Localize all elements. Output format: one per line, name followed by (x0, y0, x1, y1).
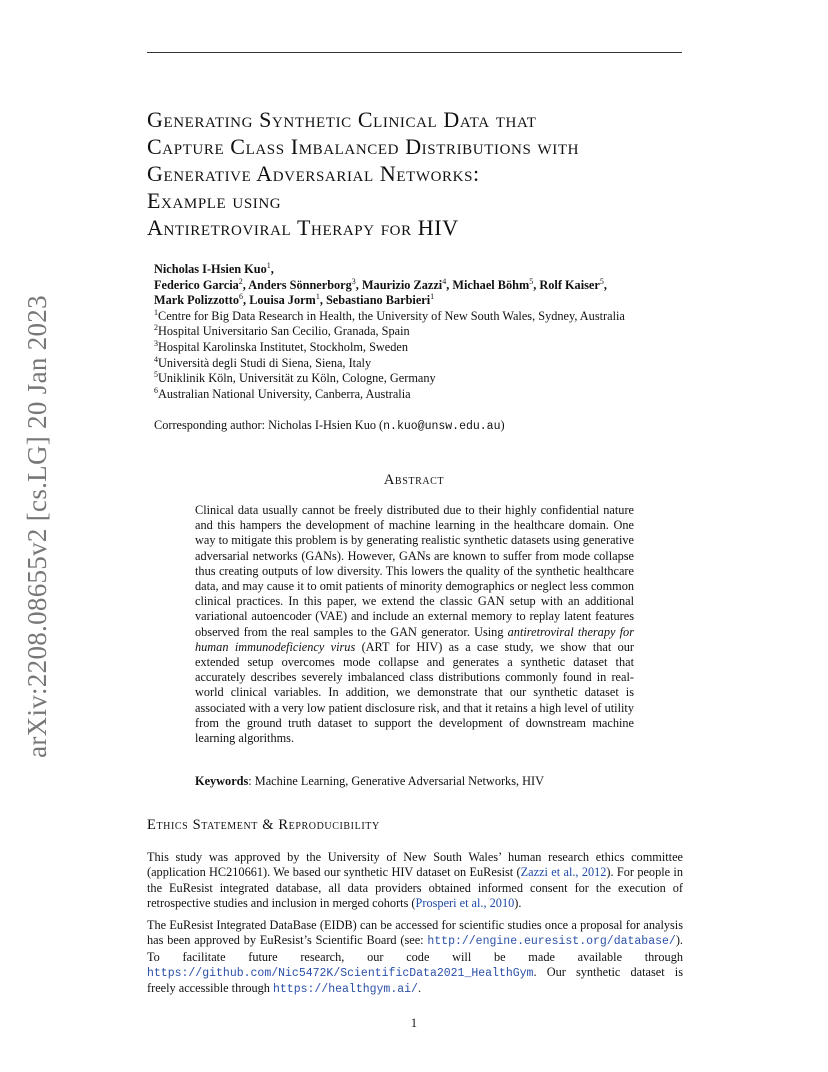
abstract-text: Clinical data usually cannot be freely distributed due to their highly confidential nature and this hampers the development of machine learning in the healthcare domain. One way to mitigate this problem is by generating realistic synthetic datasets using generative adversarial networks (GANs). However, GANs are known to suffer from mode collapse thus creating outputs of low diversity. This lowers the quality of the synthetic healthcare data, and may cause it to omit patients of minority demographics or neglect less common clinical practices. In this paper, we extend the classic GAN setup with an additional variational autoencoder (VAE) and include an external memory to replay latent features observed from the real samples to the GAN generator. Using (195, 503, 634, 639)
corresponding-suffix: ) (500, 418, 505, 432)
corresponding-prefix: Corresponding author: Nicholas I-Hsien Kuo ( (154, 418, 384, 432)
access-text: . Our synthetic dataset is freely accessible through (147, 964, 683, 996)
affiliation (154, 324, 694, 340)
affiliation-mark: 2 (154, 323, 158, 333)
abstract-heading: Abstract (383, 472, 445, 488)
affiliation-mark: 6 (154, 385, 158, 395)
ethics-text: ). (514, 895, 522, 910)
github-url-link[interactable]: https://github.com/Nic5472K/ScientificData2021_HealthGym (147, 966, 534, 980)
access-text: The EuResist Integrated DataBase (EIDB) can be accessed for scientific studies once a proposal for analysis has been approved by EuResist’s Scientific Board (see: (147, 918, 683, 948)
author-line: Mark Polizzotto$^6$, Louisa Jorm$^1$, Sebastiano Barbieri$^1$ (154, 292, 435, 308)
affiliation-text: Australian National University, Canberra, Australia (158, 386, 411, 401)
affiliation-text: Hospital Karolinska Institutet, Stockholm, Sweden (158, 339, 409, 354)
author-affil-mark: 6 (239, 292, 244, 302)
affiliation-mark: 1 (154, 307, 158, 317)
affiliation (154, 371, 694, 387)
affiliation-mark: 3 (154, 338, 158, 348)
corresponding-author (154, 418, 505, 433)
author-name: Rolf Kaiser (539, 277, 600, 292)
euresist-url-link[interactable]: http://engine.euresist.org/database/ (427, 935, 676, 949)
author-affil-mark: 5 (529, 276, 534, 286)
author-line (154, 262, 694, 278)
author-affil-mark: 4 (442, 276, 447, 286)
keywords (195, 774, 544, 789)
affiliation-mark: 4 (154, 354, 158, 364)
citation-link[interactable]: Zazzi et al., 2012 (520, 865, 607, 880)
ethics-text: This study was approved by the University of New South Wales’ human research ethics committee (application HC210661). We based our synthetic HIV dataset on EuResist ( (147, 850, 683, 880)
affiliation (154, 340, 694, 356)
author-name: Nicholas I-Hsien Kuo (154, 262, 267, 276)
keywords-label: Keywords (195, 774, 249, 788)
author-affil-mark: 1 (315, 292, 320, 302)
arxiv-id: arXiv:2208.08655v2 [cs.LG] 20 Jan 2023 (21, 294, 52, 758)
affiliation (154, 387, 694, 403)
author-name: Louisa Jorm (249, 293, 316, 308)
access-text: . (417, 981, 422, 996)
author-affil-mark: 5 (599, 276, 604, 286)
title-line: Antiretroviral Therapy for HIV (147, 215, 459, 240)
ethics-text: ). For people in the EuResist integrated database, all data providers obtained informed consent for the execution of retrospective studies and inclusion in merged cohorts ( (147, 865, 683, 910)
affiliation-text: Uniklinik Köln, Universität zu Köln, Cologne, Germany (158, 371, 436, 386)
affiliation (154, 356, 694, 372)
affiliation-mark: 5 (154, 370, 158, 380)
author-affil-mark: 1 (430, 292, 435, 302)
author-name: Anders Sönnerborg (248, 277, 352, 292)
author-name: Federico Garcia (154, 277, 239, 292)
arxiv-stamp (20, 290, 54, 762)
author-affil-mark: 2 (238, 276, 243, 286)
author-line: Federico Garcia$^2$, Anders Sönnerborg$^3$, Maurizio Zazzi$^4$, Michael Böhm$^5$, Rolf Kaiser$^5$, (154, 276, 607, 292)
ethics-heading: Ethics Statement & Reproducibility (147, 817, 380, 833)
keywords-text: : Machine Learning, Generative Adversarial Networks, HIV (248, 774, 544, 788)
affiliation (154, 309, 694, 325)
author-name: Mark Polizzotto (154, 293, 240, 308)
affiliation-text: Centre for Big Data Research in Health, the University of New South Wales, Sydney, Australia (158, 308, 625, 323)
title-line: Example using (147, 188, 282, 213)
author-name: Sebastiano Barbieri (325, 293, 431, 308)
author-name: Michael Böhm (452, 277, 530, 292)
healthgym-url-link[interactable]: https://healthgym.ai/ (273, 983, 418, 997)
author-affil-mark: 1 (266, 260, 271, 270)
data-access-paragraph (147, 918, 683, 997)
ethics-paragraph (147, 850, 683, 911)
abstract-emphasis: antiretroviral therapy for human immunodeficiency virus (195, 624, 634, 654)
affiliation-text: Hospital Universitario San Cecilio, Granada, Spain (158, 324, 410, 339)
abstract-body (195, 503, 634, 746)
author-name: Maurizio Zazzi (361, 277, 443, 292)
title-line: Generating Synthetic Clinical Data that (147, 107, 537, 132)
author-affil-mark: 3 (351, 276, 356, 286)
access-text: ). To facilitate future research, our code will be made available through (147, 933, 683, 964)
header-rule (147, 52, 682, 53)
author-separator: , (270, 262, 274, 276)
affiliation-text: Università degli Studi di Siena, Siena, Italy (158, 355, 372, 370)
citation-link[interactable]: Prosperi et al., 2010 (415, 895, 515, 910)
title-line: Capture Class Imbalanced Distributions with (147, 134, 580, 159)
author-block (154, 262, 694, 402)
paper-title (147, 106, 707, 241)
abstract-text: (ART for HIV) as a case study, we show that our extended setup overcomes mode collapse and generates a synthetic dataset that accurately describes severely imbalanced class distributions commonly found in real-world clinical variables. In addition, we demonstrate that our synthetic dataset is associated with a very low patient disclosure risk, and that it retains a high level of utility from the ground truth dataset to support the development of downstream machine learning algorithms. (195, 639, 634, 746)
page-number: 1 (410, 1016, 418, 1030)
title-line: Generative Adversarial Networks: (147, 161, 480, 186)
corresponding-email[interactable]: n.kuo@unsw.edu.au (383, 420, 501, 433)
